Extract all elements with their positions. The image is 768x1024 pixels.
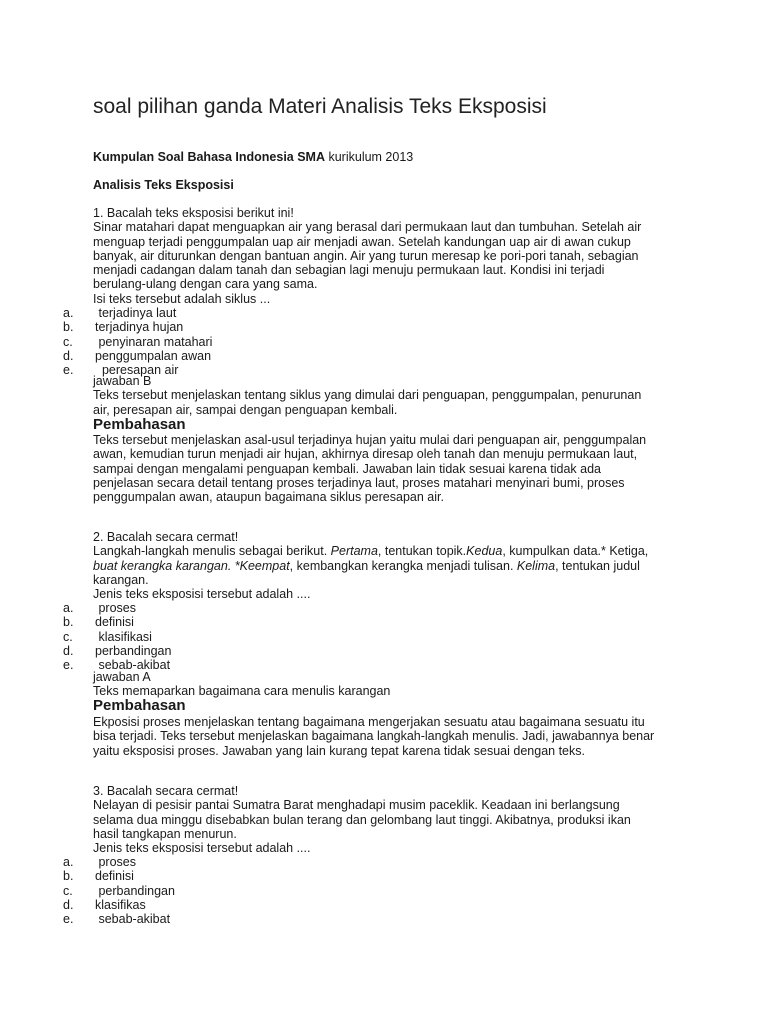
page-title: soal pilihan ganda Materi Analisis Teks Eksposisi <box>93 95 547 118</box>
option-text: klasifikas <box>95 897 146 912</box>
q1-line: 1. Bacalah teks eksposisi berikut ini! <box>93 206 294 220</box>
option-item[interactable] <box>0 601 600 615</box>
pembahasan-line: awan, kemudian turun menjadi air hujan, akhirnya diresap oleh tanah dan menuju permukaan laut, <box>93 447 638 462</box>
section-heading: Analisis Teks Eksposisi <box>93 178 234 192</box>
answer-line: jawaban A <box>93 670 151 684</box>
pembahasan-line: bisa terjadi. Teks tersebut menjelaskan bagaimana langkah-langkah menulis. Jadi, jawabannya benar <box>93 729 655 744</box>
option-letter: d. <box>63 897 74 912</box>
q2-line <box>93 559 683 573</box>
option-text: proses <box>95 601 136 615</box>
option-letter: e. <box>63 363 74 378</box>
subtitle-bold: Kumpulan Soal Bahasa Indonesia SMA <box>93 150 325 164</box>
option-letter: c. <box>63 334 73 349</box>
q2-pembahasan-heading: Pembahasan <box>93 697 186 714</box>
option-item[interactable] <box>0 912 600 926</box>
q2-italic-span: Kelima <box>516 558 556 573</box>
q1-text <box>93 206 683 306</box>
option-letter: d. <box>63 348 74 363</box>
q2-line: Jenis teks eksposisi tersebut adalah .... <box>93 587 311 602</box>
option-letter: b. <box>63 320 74 335</box>
option-item[interactable] <box>0 349 600 363</box>
q1-line: banyak, air diturunkan dengan bantuan angin. Air yang turun meresap ke pori-pori tanah, sebagian <box>93 248 639 263</box>
q3-line: selama dua minggu disebabkan bulan terang dan gelombang laut tinggi. Akibatnya, produksi ikan <box>93 812 631 827</box>
answer-line: jawaban B <box>93 374 152 388</box>
q2-italic-span: buat kerangka karangan. *Keempat <box>93 558 290 573</box>
option-letter: e. <box>63 658 74 673</box>
q2-italic-span: Pertama <box>330 544 378 559</box>
answer-line: air, peresapan air, sampai dengan penguapan kembali. <box>93 402 398 417</box>
q2-italic-span: Kedua <box>466 544 503 559</box>
option-text: perbandingan <box>95 883 175 898</box>
q3-line: 3. Bacalah secara cermat! <box>93 784 239 798</box>
option-item[interactable] <box>0 306 600 320</box>
q1-line: Isi teks tersebut adalah siklus ... <box>93 291 271 306</box>
option-letter: b. <box>63 615 74 630</box>
option-text: perbandingan <box>95 643 172 658</box>
option-text: peresapan air <box>95 363 179 378</box>
option-letter: a. <box>63 306 74 320</box>
option-text: sebab-akibat <box>95 912 171 927</box>
option-letter: e. <box>63 912 74 927</box>
q1-options <box>0 306 600 377</box>
option-text: klasifikasi <box>95 629 152 644</box>
q2-line: 2. Bacalah secara cermat! <box>93 530 239 544</box>
q1-pembahasan <box>93 433 683 504</box>
q2-text <box>93 530 683 601</box>
option-letter: c. <box>63 629 73 644</box>
q2-line <box>93 544 683 558</box>
option-text: penggumpalan awan <box>95 348 212 363</box>
subtitle-rest: kurikulum 2013 <box>325 150 414 164</box>
q1-line: berulang-ulang dengan cara yang sama. <box>93 277 318 292</box>
subtitle <box>93 150 413 164</box>
q2-text-span: , tentukan judul <box>555 558 640 573</box>
option-item[interactable] <box>0 884 600 898</box>
option-letter: a. <box>63 855 74 869</box>
option-text: definisi <box>95 615 134 630</box>
q2-text-span: , tentukan topik. <box>377 544 467 559</box>
q2-line: karangan. <box>93 572 149 587</box>
q1-pembahasan-heading: Pembahasan <box>93 416 186 433</box>
pembahasan-line: yaitu eksposisi proses. Jawaban yang lain kurang tepat karena tidak sesuai dengan teks. <box>93 743 585 758</box>
q1-line: menjadi cadangan dalam tanah dan sebagian lagi menuju permukaan laut. Kondisi ini terjadi <box>93 263 605 278</box>
option-item[interactable] <box>0 320 600 334</box>
q2-text-span: Langkah-langkah menulis sebagai berikut. <box>93 544 331 559</box>
option-item[interactable] <box>0 644 600 658</box>
q3-line: hasil tangkapan menurun. <box>93 826 237 841</box>
option-text: terjadinya laut <box>95 306 177 320</box>
option-letter: d. <box>63 643 74 658</box>
option-item[interactable] <box>0 630 600 644</box>
q1-line: Sinar matahari dapat menguapkan air yang berasal dari permukaan laut dan tumbuhan. Setelah air <box>93 220 642 235</box>
pembahasan-line: penggumpalan awan, ataupun bagaimana siklus peresapan air. <box>93 490 444 505</box>
answer-line: Teks tersebut menjelaskan tentang siklus yang dimulai dari penguapan, penggumpalan, penurunan <box>93 388 642 403</box>
option-item[interactable] <box>0 898 600 912</box>
q3-text <box>93 784 683 855</box>
option-text: definisi <box>95 869 134 884</box>
q1-line: menguap terjadi penggumpalan uap air menjadi awan. Setelah kandungan uap air di awan cukup <box>93 234 631 249</box>
option-item[interactable] <box>0 869 600 883</box>
q2-text-span: , kembangkan kerangka menjadi tulisan. <box>289 558 517 573</box>
option-letter: a. <box>63 601 74 615</box>
q3-line: Jenis teks eksposisi tersebut adalah .... <box>93 841 311 856</box>
pembahasan-line: Teks tersebut menjelaskan asal-usul terjadinya hujan yaitu mulai dari penguapan air, penggumpalan <box>93 433 647 447</box>
option-letter: c. <box>63 883 73 898</box>
q2-answer <box>93 670 683 699</box>
pembahasan-line: Ekposisi proses menjelaskan tentang bagaimana mengerjakan sesuatu atau bagaimana sesuatu itu <box>93 715 645 729</box>
q3-line: Nelayan di pesisir pantai Sumatra Barat menghadapi musim paceklik. Keadaan ini berlangsung <box>93 798 620 813</box>
option-text: sebab-akibat <box>95 658 171 673</box>
option-letter: b. <box>63 869 74 884</box>
option-item[interactable] <box>0 855 600 869</box>
q2-text-span: , kumpulkan data.* Ketiga, <box>502 544 649 559</box>
q3-options <box>0 855 600 926</box>
pembahasan-line: penjelasan secara detail tentang proses terjadinya laut, proses matahari menyinari bumi, proses <box>93 475 625 490</box>
option-text: terjadinya hujan <box>95 320 184 335</box>
option-item[interactable] <box>0 615 600 629</box>
pembahasan-line: sampai dengan mengalami penguapan kembali. Jawaban lain tidak sesuai karena tidak ada <box>93 461 601 476</box>
option-text: proses <box>95 855 136 869</box>
q2-pembahasan <box>93 715 683 758</box>
q1-answer <box>93 374 683 417</box>
answer-line: Teks memaparkan bagaimana cara menulis karangan <box>93 684 391 699</box>
option-text: penyinaran matahari <box>95 334 213 349</box>
option-item[interactable] <box>0 335 600 349</box>
q2-options <box>0 601 600 672</box>
